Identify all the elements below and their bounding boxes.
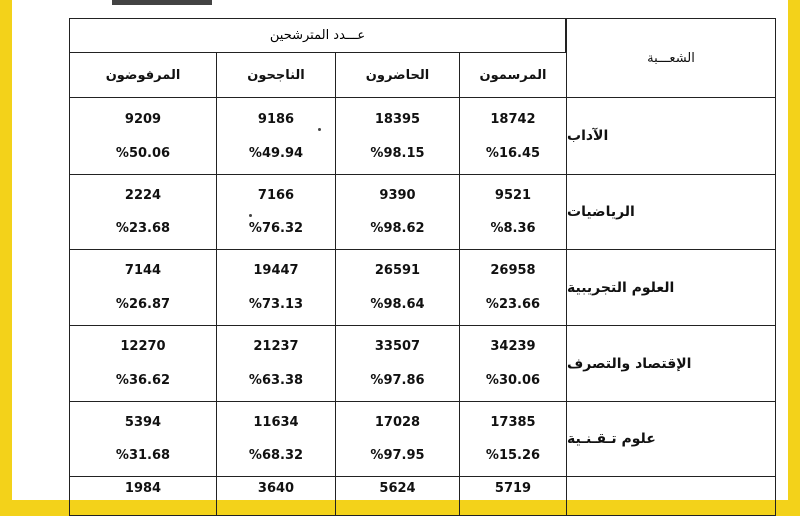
row-3-present: 26591 %98.64: [335, 249, 460, 326]
row-2-branch: الرياضيات: [566, 174, 776, 250]
row-2-passed: 7166 %76.32: [216, 174, 336, 250]
row-2-registered: 9521 %8.36: [459, 174, 567, 250]
row-2-refused: 2224 %23.68: [69, 174, 217, 250]
row-1-passed: 9186 %49.94: [216, 97, 336, 175]
column-header-registered: المرسمون: [459, 52, 567, 98]
row-5-present: 17028 %97.95: [335, 401, 460, 477]
scan-speck: [318, 128, 321, 131]
row-6-refused: 1984: [69, 476, 217, 516]
header-underline: [112, 0, 212, 5]
row-4-refused: 12270 %36.62: [69, 325, 217, 402]
row-3-registered: 26958 %23.66: [459, 249, 567, 326]
column-header-passed: الناجحون: [216, 52, 336, 98]
row-5-branch: علوم تـقـنـية: [566, 401, 776, 477]
row-1-refused: 9209 %50.06: [69, 97, 217, 175]
candidates-count-header: عـــدد المترشحين: [69, 18, 566, 53]
row-1-registered: 18742 %16.45: [459, 97, 567, 175]
row-6-branch: [566, 476, 776, 516]
scan-speck: [249, 214, 252, 217]
row-5-refused: 5394 %31.68: [69, 401, 217, 477]
column-header-refused: المرفوضون: [69, 52, 217, 98]
row-6-registered: 5719: [459, 476, 567, 516]
row-1-branch: الآداب: [566, 97, 776, 175]
branch-header: الشعـــبة: [566, 18, 776, 98]
row-4-present: 33507 %97.86: [335, 325, 460, 402]
row-4-registered: 34239 %30.06: [459, 325, 567, 402]
row-4-branch: الإقتصاد والتصرف: [566, 325, 776, 402]
row-2-present: 9390 %98.62: [335, 174, 460, 250]
row-3-passed: 19447 %73.13: [216, 249, 336, 326]
row-5-registered: 17385 %15.26: [459, 401, 567, 477]
row-1-present: 18395 %98.15: [335, 97, 460, 175]
column-header-present: الحاضرون: [335, 52, 460, 98]
row-6-passed: 3640: [216, 476, 336, 516]
row-5-passed: 11634 %68.32: [216, 401, 336, 477]
document-page: [12, 0, 788, 500]
row-3-refused: 7144 %26.87: [69, 249, 217, 326]
row-4-passed: 21237 %63.38: [216, 325, 336, 402]
row-6-present: 5624: [335, 476, 460, 516]
row-3-branch: العلوم التجريبية: [566, 249, 776, 326]
